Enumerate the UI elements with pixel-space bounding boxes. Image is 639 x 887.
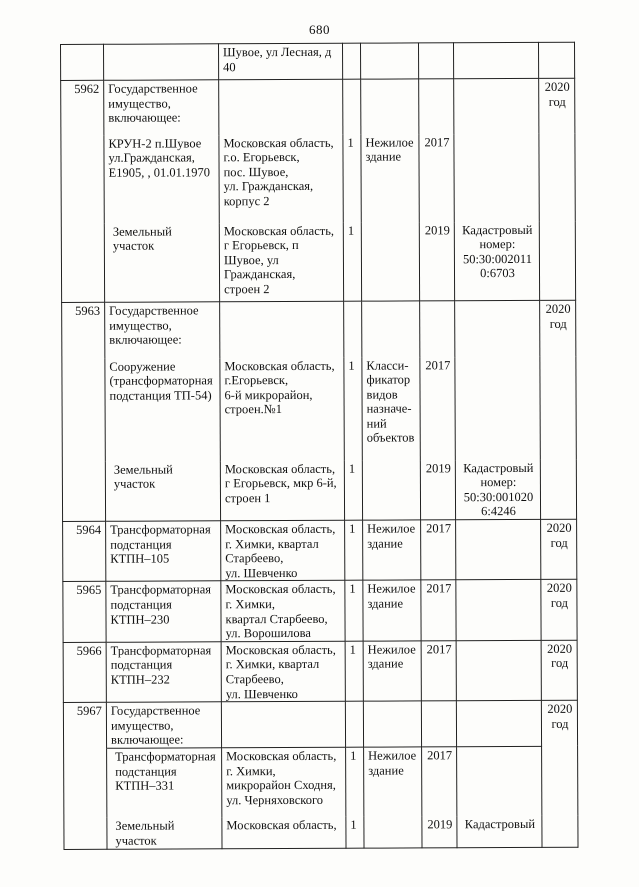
cadastral-number [456,640,541,701]
table-row [63,519,577,582]
object-type [364,817,422,848]
object-type [363,701,421,747]
object-type [362,301,420,357]
object-quantity: 1 [345,581,363,641]
object-quantity: 1 [343,134,361,222]
transfer-year [540,356,576,459]
object-quantity: 1 [346,747,364,817]
object-address: Шувое, ул Лесная, д 40 [219,43,343,80]
transfer-year [538,42,574,78]
page-number: 680 [309,22,330,37]
object-year: 2019 [419,222,454,301]
row-number [61,223,104,302]
object-type: Нежилое здание [363,580,421,641]
table-row [62,356,576,461]
object-name: Трансформаторная подстанция КТПН–105 [106,521,221,582]
object-address: Московская область, г. Химки, квартал Старбеево, ул. Ворошилова [221,581,345,642]
object-address: Московская область, г. Химки, квартал Старбеево, ул. Шевченко [221,520,345,581]
transfer-year [539,133,575,221]
object-name: КРУН-2 п.Шувое ул.Гражданская, Е1905, , 01.01.1970 [104,135,219,224]
object-name: Земельный участок [104,223,219,303]
object-name: Сооружение (трансформаторная подстанция ТП-54) [105,358,220,462]
transfer-year [539,221,575,300]
transfer-year: 2020 год [540,300,576,356]
transfer-year: 2020 год [541,519,577,580]
row-number [62,358,105,461]
table-row [61,42,575,80]
object-address [219,79,343,135]
object-quantity [344,301,362,357]
row-number [64,748,107,818]
object-type [361,222,419,301]
cadastral-number [455,356,540,459]
registry-table [60,42,579,850]
object-quantity [345,701,363,747]
object-address: Московская область, г.о. Егорьевск, пос. Шувое, ул. Гражданская, корпус 2 [219,134,343,223]
object-name: Земельный участок [107,818,222,849]
object-year: 2019 [422,817,457,848]
object-year: 2017 [419,134,454,222]
cadastral-number [457,746,542,816]
object-year [420,301,455,357]
transfer-year [542,746,578,816]
cadastral-number [455,300,540,356]
object-quantity [342,43,360,79]
object-address [220,301,344,358]
table-row [61,133,575,223]
row-number [61,135,104,223]
object-name: Государственное имущество, включающее: [105,302,220,359]
object-year [418,43,453,79]
row-number: 5962 [61,80,104,135]
object-name [104,44,219,81]
table-row [63,640,577,703]
object-address: Московская область, г.Егорьевск, 6-й микрорайон, строен.№1 [220,357,344,461]
cadastral-number [453,42,538,78]
object-name: Трансформаторная подстанция КТПН–232 [106,642,221,703]
object-quantity: 1 [344,357,362,460]
object-type: Нежилое здание [361,134,419,222]
row-number [62,461,105,521]
object-address: Московская область, [222,817,346,848]
cadastral-number: Кадастровый номер: 50:30:001020 6:4246 [455,459,540,519]
object-quantity: 1 [344,460,362,520]
table-row [64,816,578,849]
object-type [361,79,419,134]
transfer-year [540,459,576,519]
object-type: Нежилое здание [364,747,422,817]
cadastral-number: Кадастровый номер: 50:30:002011 0:6703 [454,221,539,300]
object-name: Государственное имущество, включающее: [104,80,219,136]
object-year: 2017 [420,357,455,460]
object-year: 2019 [420,460,455,520]
cadastral-number [456,701,541,747]
object-year: 2017 [421,641,456,702]
object-name: Трансформаторная подстанция КТПН–230 [106,581,221,642]
object-quantity: 1 [346,817,364,848]
row-number: 5964 [63,521,106,582]
row-number: 5963 [62,302,105,358]
transfer-year [542,816,578,847]
cadastral-number [454,133,539,221]
cadastral-number [454,78,539,133]
object-year [419,79,454,134]
table-row [64,746,578,818]
table-row [63,580,577,643]
row-number: 5967 [63,702,106,748]
object-year: 2017 [421,520,456,581]
object-address: Московская область, г Егорьевск, п Шувое, ул Гражданская, строен 2 [219,222,343,302]
object-type [362,460,420,520]
object-year: 2017 [421,580,456,641]
cadastral-number [456,519,541,580]
table-row [63,700,577,748]
table-row [62,300,576,358]
row-number [64,818,107,849]
table-row [61,221,575,302]
table-row [61,78,575,135]
cadastral-number [456,580,541,641]
object-address: Московская область, г. Химки, микрорайон Сходня, ул. Черняховского [222,747,346,818]
row-number: 5966 [63,642,106,703]
object-quantity: 1 [345,641,363,701]
object-name: Государственное имущество, включающее: [106,702,221,748]
object-year: 2017 [422,747,457,817]
object-address: Московская область, г. Химки, квартал Старбеево, ул. Шевченко [221,641,345,702]
registry-table-container [60,42,579,850]
transfer-year: 2020 год [541,580,577,641]
object-year [421,701,456,747]
object-type: Класси- фикатор видов назначе- ний объектов [362,357,420,460]
transfer-year: 2020 год [541,700,577,746]
object-type [360,43,418,79]
cadastral-number: Кадастровый [457,816,542,847]
object-type: Нежилое здание [363,520,421,581]
object-address [221,701,345,747]
transfer-year: 2020 год [541,640,577,701]
object-address: Московская область, г Егорьевск, мкр 6-й, строен 1 [220,460,344,521]
row-number [61,44,104,80]
object-quantity: 1 [345,520,363,580]
table-row [62,459,576,521]
transfer-year: 2020 год [539,78,575,133]
object-name: Трансформаторная подстанция КТПН–331 [107,748,222,819]
object-type: Нежилое здание [363,641,421,702]
object-quantity [343,79,361,134]
object-name: Земельный участок [105,461,220,522]
object-quantity: 1 [343,222,361,301]
row-number: 5965 [63,582,106,643]
